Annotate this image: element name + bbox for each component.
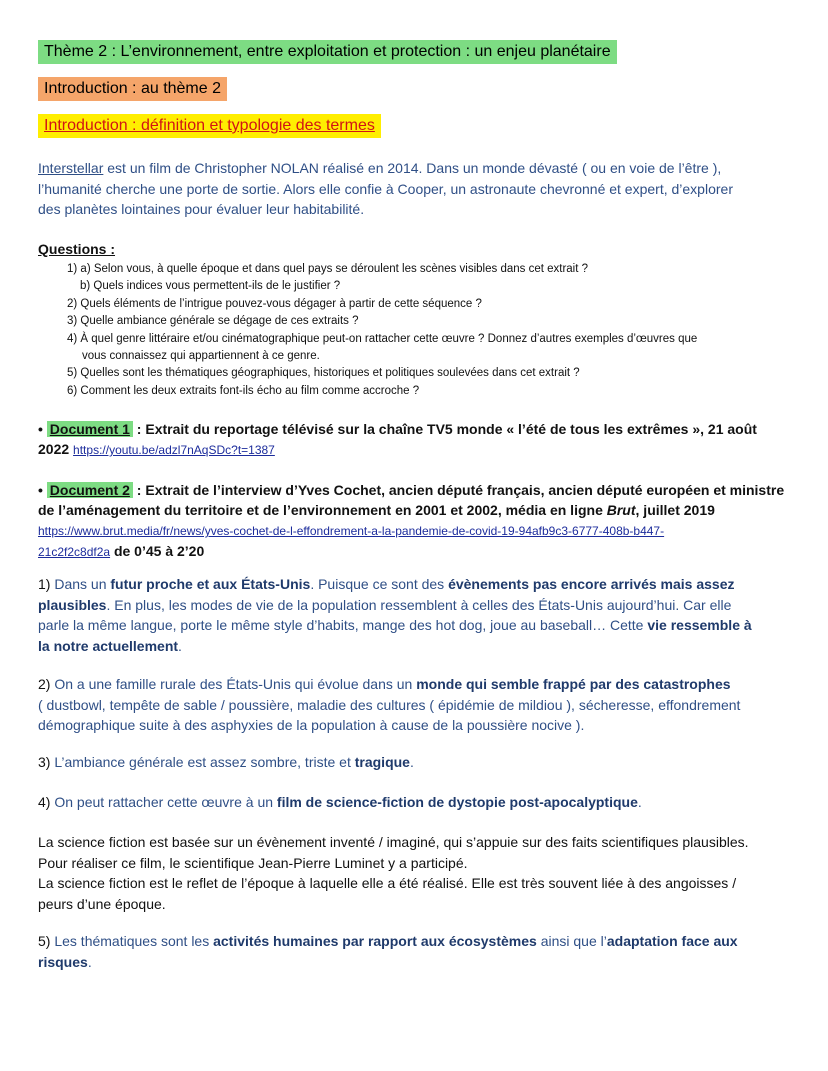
- document-2-text-line2: de l’aménagement du territoire et de l’environnement en 2001 et 2002, média en ligne: [38, 502, 607, 518]
- answer-number: 1): [38, 576, 55, 592]
- intro-paragraph: [38, 158, 798, 220]
- answer-1: [38, 574, 798, 656]
- question-item: b) Quels indices vous permettent-ils de le justifier ?: [80, 280, 341, 293]
- brut-name: Brut: [606, 502, 636, 518]
- answer-text: Dans un: [54, 576, 111, 592]
- answer-emphasis: film de science-fiction de dystopie post-apocalyptique: [276, 794, 638, 810]
- scifi-line: La science fiction est basée sur un évènement inventé / imaginé, qui s’appuie sur des faits scientifiques plausibles.: [38, 834, 749, 850]
- document-1-text: : Extrait du reportage télévisé sur la chaîne TV5 monde « l’été de tous les extrêmes », 21 août: [132, 421, 757, 437]
- intro-heading: [38, 77, 227, 101]
- document-2-time: de 0’45 à 2’20: [110, 543, 205, 559]
- question-item: 5) Quelles sont les thématiques géographiques, historiques et politiques soulevées dans cet extrait ?: [67, 367, 580, 380]
- scifi-line: La science fiction est le reflet de l’époque à laquelle elle a été réalisé. Elle est très souvent liée à des angoisses /: [38, 875, 737, 891]
- answer-4: [38, 792, 798, 813]
- answer-text: .: [637, 794, 642, 810]
- answer-emphasis: risques: [38, 953, 88, 970]
- intro-line2: l’humanité cherche une porte de sortie. Alors elle confie à Cooper, un astronaute chevronné et expert, d’explorer: [38, 180, 733, 197]
- question-item: 1) a) Selon vous, à quelle époque et dans quel pays se déroulent les scènes visibles dans cet extrait ?: [67, 263, 589, 275]
- questions-title: Questions :: [38, 241, 116, 257]
- answer-5: [38, 931, 798, 972]
- document-2-label: Document 2: [47, 482, 133, 498]
- answer-number: 5): [38, 933, 55, 949]
- questions-list: [67, 261, 797, 400]
- question-item: vous connaissez qui appartiennent à ce genre.: [82, 350, 320, 363]
- document-2-url-part2: 21c2f2c8df2a: [38, 545, 111, 559]
- document-2: [38, 480, 808, 562]
- answer-text: démographique suite à des asphyxies de la population à cause de la poussière nocive ).: [38, 717, 585, 733]
- theme-heading: [38, 40, 617, 64]
- answer-text: . En plus, les modes de vie de la population ressemblent à celles des États-Unis aujourd’hui. Car elle: [106, 596, 732, 613]
- question-item: 2) Quels éléments de l’intrigue pouvez-vous dégager à partir de cette séquence ?: [67, 297, 482, 310]
- answer-text: . Puisque ce sont des: [310, 576, 449, 592]
- answer-emphasis: la notre actuellement: [38, 637, 179, 654]
- answer-text: ( dustbowl, tempête de sable / poussière, maladie des cultures ( épidémie de mildiou ), sécheresse, effondrement: [38, 696, 741, 713]
- answer-emphasis: vie ressemble à: [647, 617, 752, 633]
- science-fiction-paragraph: [38, 832, 798, 914]
- document-2-url-part1: https://www.brut.media/fr/news/yves-cochet-de-l-effondrement-a-la-pandemie-de-covid-19-94afb9c3-6777-408b-b447-: [38, 524, 665, 538]
- theme-title: Thème 2 : L’environnement, entre exploitation et protection : un enjeu planétaire: [38, 40, 617, 64]
- answer-text: .: [178, 637, 182, 654]
- answer-text: On peut rattacher cette œuvre à un: [54, 794, 277, 810]
- scifi-line: Pour réaliser ce film, le scientifique Jean-Pierre Luminet y a participé.: [38, 854, 468, 871]
- answer-emphasis: évènements pas encore arrivés mais assez: [448, 576, 735, 592]
- scifi-line: peurs d’une époque.: [38, 895, 166, 912]
- document-2-text: : Extrait de l’interview d’Yves Cochet, ancien député français, ancien député européen et ministre: [132, 482, 785, 498]
- bullet: •: [38, 482, 43, 498]
- answer-number: 3): [38, 754, 55, 770]
- answer-text: .: [87, 953, 92, 970]
- document-1: [38, 419, 808, 460]
- answer-emphasis: activités humaines par rapport aux écosystèmes: [213, 933, 537, 949]
- answer-3: [38, 752, 798, 773]
- answer-text: On a une famille rurale des États-Unis qui évolue dans un: [54, 676, 417, 692]
- document-1-label: Document 1: [47, 421, 133, 437]
- question-item: 3) Quelle ambiance générale se dégage de ces extraits ?: [67, 315, 359, 328]
- subtitle-title: Introduction : définition et typologie des termes: [38, 114, 381, 138]
- answer-emphasis: plausibles: [38, 596, 107, 613]
- question-item: 6) Comment les deux extraits font-ils écho au film comme accroche ?: [67, 384, 420, 397]
- answer-text: ainsi que l’: [536, 933, 607, 949]
- answer-number: 4): [38, 794, 55, 810]
- intro-line1: est un film de Christopher NOLAN réalisé en 2014. Dans un monde dévasté ( ou en voie de l’être ),: [103, 160, 722, 176]
- intro-line3: des planètes lointaines pour évaluer leur habitabilité.: [38, 201, 365, 217]
- subtitle-heading: [38, 114, 381, 138]
- document-1-year: 2022: [38, 441, 70, 457]
- answer-text: .: [409, 754, 414, 770]
- answer-number: 2): [38, 676, 55, 692]
- answer-emphasis: monde qui semble frappé par des catastrophes: [416, 676, 731, 692]
- answer-emphasis: tragique: [354, 754, 410, 770]
- document-2-date: , juillet 2019: [635, 502, 715, 518]
- interstellar-link[interactable]: Interstellar: [38, 160, 104, 176]
- intro-title: Introduction : au thème 2: [38, 77, 227, 101]
- answer-text: L’ambiance générale est assez sombre, triste et: [54, 754, 355, 770]
- answer-text: parle la même langue, porte le même style d’habits, mange des hot dog, joue au baseball… Cette: [38, 617, 648, 633]
- answer-2: [38, 674, 798, 736]
- question-item: 4) À quel genre littéraire et/ou cinématographique peut-on rattacher cette œuvre ? Donnez d’autres exemples d’œuvres que: [67, 332, 698, 345]
- document-1-url[interactable]: https://youtu.be/adzl7nAqSDc?t=1387: [73, 443, 275, 457]
- answer-text: Les thématiques sont les: [54, 933, 214, 949]
- answer-emphasis: adaptation face aux: [606, 933, 738, 949]
- answer-emphasis: futur proche et aux États-Unis: [110, 576, 311, 592]
- bullet: •: [38, 421, 43, 437]
